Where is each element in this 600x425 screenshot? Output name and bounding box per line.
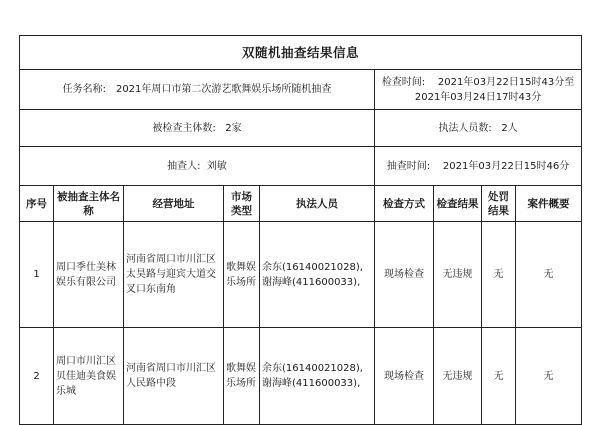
officers-count-value: 2人 — [501, 122, 518, 134]
market-type: 歌舞娱乐场所 — [224, 222, 260, 328]
penalty-result: 无 — [482, 222, 516, 328]
market-type: 歌舞娱乐场所 — [224, 328, 260, 425]
business-address: 河南省周口市川汇区人民路中段 — [124, 328, 224, 425]
column-header: 市场类型 — [224, 186, 260, 222]
column-header: 执法人员 — [260, 186, 375, 222]
check-result: 无违规 — [434, 328, 482, 425]
subjects-label: 被检查主体数: — [152, 122, 216, 134]
check-time-label: 检查时间: — [381, 76, 426, 88]
draw-time-label: 抽查时间: — [386, 160, 431, 172]
enforcement-officers: 余东(16140021028),谢海峰(411600033), — [260, 222, 375, 328]
check-time-value: 2021年03月22日15时43分至2021年03月24日17时43分 — [414, 76, 575, 103]
check-result: 无违规 — [434, 222, 482, 328]
task-name-label: 任务名称: — [62, 84, 106, 95]
results-table — [19, 35, 582, 425]
table-row — [20, 222, 582, 328]
column-header: 检查方式 — [375, 186, 434, 222]
check-method: 现场检查 — [375, 222, 434, 328]
check-time-cell — [375, 70, 582, 110]
draw-time-value: 2021年03月22日15时46分 — [442, 160, 570, 172]
page-title: 双随机抽查结果信息 — [20, 36, 582, 70]
column-header: 经营地址 — [124, 186, 224, 222]
subjects-cell — [20, 110, 375, 147]
penalty-result: 无 — [482, 328, 516, 425]
draw-time-cell — [375, 147, 582, 186]
table-row — [20, 328, 582, 425]
results-sheet — [19, 35, 581, 400]
business-address: 河南省周口市川汇区太昊路与迎宾大道交叉口东南角 — [124, 222, 224, 328]
check-method: 现场检查 — [375, 328, 434, 425]
column-header: 检查结果 — [434, 186, 482, 222]
officers-count-cell — [375, 110, 582, 147]
task-row — [20, 70, 582, 110]
header-row — [20, 186, 582, 222]
task-name-value: 2021年周口市第二次游艺歌舞娱乐场所随机抽查 — [115, 84, 332, 95]
case-summary: 无 — [516, 222, 582, 328]
subject-name: 周口季仕美林娱乐有限公司 — [54, 222, 124, 328]
drawer-value: 刘敏 — [206, 160, 227, 172]
drawer-cell — [20, 147, 375, 186]
row-number: 2 — [20, 328, 54, 425]
column-header: 案件概要 — [516, 186, 582, 222]
column-header: 被抽查主体名称 — [54, 186, 124, 222]
subject-name: 周口市川汇区贝佳迪美食娱乐城 — [54, 328, 124, 425]
drawer-label: 抽查人: — [167, 160, 201, 172]
subjects-value: 2家 — [225, 122, 242, 134]
title-row — [20, 36, 582, 70]
subjects-row — [20, 110, 582, 147]
drawer-row — [20, 147, 582, 186]
task-name-cell — [20, 70, 375, 110]
officers-count-label: 执法人员数: — [438, 122, 492, 134]
case-summary: 无 — [516, 328, 582, 425]
enforcement-officers: 余东(16140021028),谢海峰(411600033), — [260, 328, 375, 425]
column-header: 处罚结果 — [482, 186, 516, 222]
column-header: 序号 — [20, 186, 54, 222]
row-number: 1 — [20, 222, 54, 328]
